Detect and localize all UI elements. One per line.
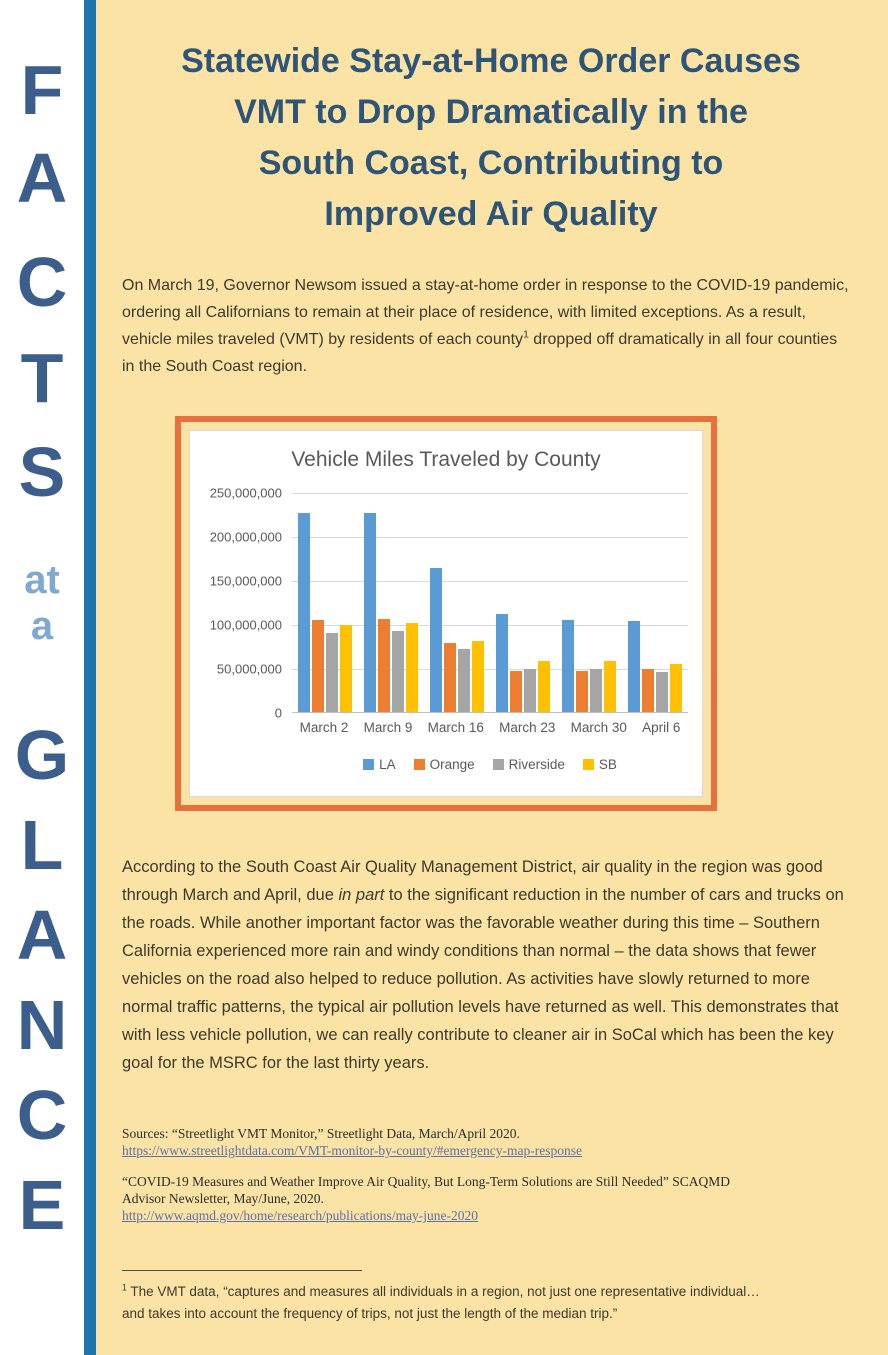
legend-label: SB <box>598 757 617 772</box>
page-title-line: VMT to Drop Dramatically in the <box>234 93 748 131</box>
bar-la-april-6 <box>628 621 640 712</box>
x-tick-label: March 16 <box>427 720 484 735</box>
bar-la-march-2 <box>298 513 310 712</box>
chart-title: Vehicle Miles Traveled by County <box>291 448 601 471</box>
x-tick-label: March 9 <box>363 720 413 735</box>
glance-letter: N <box>16 986 68 1064</box>
y-tick-label: 50,000,000 <box>216 661 282 677</box>
legend-swatch-la <box>363 759 374 770</box>
legend-label: LA <box>379 757 396 772</box>
glance-letter: E <box>18 1166 66 1244</box>
chart-legend <box>292 757 688 772</box>
sources-gap <box>122 1159 860 1173</box>
chart-frame <box>175 416 717 811</box>
y-tick-label: 250,000,000 <box>209 485 282 501</box>
glance-letter: L <box>20 806 64 884</box>
at-a-label: a <box>30 604 54 648</box>
at-a-label: at <box>24 558 60 602</box>
bar-sb-march-30 <box>604 661 616 712</box>
bar-riverside-march-30 <box>590 669 602 712</box>
x-axis-labels <box>292 720 688 735</box>
legend-item <box>363 757 396 772</box>
glance-letter: G <box>14 716 70 794</box>
x-tick-label: March 23 <box>499 720 556 735</box>
main-content <box>96 0 888 1355</box>
bar-orange-march-16 <box>444 643 456 712</box>
y-axis <box>204 485 292 721</box>
bar-orange-april-6 <box>642 669 654 712</box>
bar-group <box>430 568 484 712</box>
legend-swatch-riverside <box>493 759 504 770</box>
bar-sb-march-9 <box>406 623 418 712</box>
facts-letter: S <box>18 433 66 511</box>
facts-letter: F <box>20 51 64 129</box>
bar-la-march-30 <box>562 620 574 712</box>
footnote-section <box>122 1270 860 1325</box>
bar-sb-april-6 <box>670 664 682 712</box>
bar-riverside-april-6 <box>656 672 668 712</box>
plot-area <box>292 493 688 713</box>
legend-item <box>414 757 475 772</box>
facts-letter: T <box>20 339 64 417</box>
x-tick-label: April 6 <box>642 720 681 735</box>
y-tick-label: 100,000,000 <box>209 617 282 633</box>
y-tick-label: 0 <box>274 705 282 721</box>
footnote-rule <box>122 1270 362 1271</box>
legend-item <box>493 757 565 772</box>
intro-text: On March 19, Governor Newsom issued a stay-at-home order in response to the COVID-19 pandemic, ordering all Californians to remain at their place of residence, with limited exceptions. As a result, vehicle miles traveled (VMT) by residents of each county <box>122 277 849 348</box>
intro-paragraph <box>122 272 854 380</box>
bar-orange-march-23 <box>510 671 522 712</box>
legend-label: Riverside <box>508 757 565 772</box>
facts-letter: C <box>16 243 68 321</box>
body-paragraph <box>122 853 862 1077</box>
bar-riverside-march-23 <box>524 669 536 712</box>
legend-item <box>583 757 617 772</box>
bar-la-march-23 <box>496 614 508 712</box>
y-tick-label: 150,000,000 <box>209 573 282 589</box>
chart-card <box>189 430 703 797</box>
footnote-body: The VMT data, “captures and measures all individuals in a region, not just one representative individual…and takes into account the frequency of trips, not just the length of the median trip.” <box>122 1284 760 1321</box>
body-text: to the significant reduction in the number of cars and trucks on the roads. While another important factor was the favorable weather during this time – Southern California experienced more rain and windy conditions than normal – the data shows that fewer vehicles on the road also helped to reduce pollution. As activities have slowly returned to more normal traffic patterns, the typical air pollution levels have returned as well. This demonstrates that with less vehicle pollution, we can really contribute to cleaner air in SoCal which has been the key goal for the MSRC for the last thirty years. <box>122 886 844 1072</box>
bar-orange-march-2 <box>312 620 324 712</box>
body-text: According to the South Coast Air Quality Management District, air quality in the region was good through March and April, due <box>122 858 823 904</box>
bar-la-march-9 <box>364 513 376 712</box>
bar-la-march-16 <box>430 568 442 712</box>
page-title-line: South Coast, Contributing to <box>258 144 724 182</box>
footnote-text <box>122 1281 762 1325</box>
source-link-streetlight[interactable]: https://www.streetlightdata.com/VMT-monitor-by-county/#emergency-map-response <box>122 1143 583 1158</box>
gridline <box>292 493 688 494</box>
body-text-italic: in part <box>338 886 385 904</box>
vertical-divider-stripe <box>84 0 96 1355</box>
y-tick-label: 200,000,000 <box>209 529 282 545</box>
sources-line: Advisor Newsletter, May/June, 2020. <box>122 1191 324 1206</box>
chart-body <box>204 485 688 721</box>
footnote-superscript: 1 <box>122 1282 127 1293</box>
bar-riverside-march-16 <box>458 649 470 712</box>
legend-swatch-sb <box>583 759 594 770</box>
sources-line: Sources: “Streetlight VMT Monitor,” Streetlight Data, March/April 2020. <box>122 1126 520 1141</box>
source-link-aqmd[interactable]: http://www.aqmd.gov/home/research/publications/may-june-2020 <box>122 1208 479 1223</box>
bar-group <box>364 513 418 712</box>
intro-text: dropped off dramatically in all four counties in the South Coast region. <box>122 331 838 375</box>
glance-letter: C <box>16 1076 68 1154</box>
bar-group <box>628 621 682 712</box>
page-title <box>122 36 860 240</box>
bar-group <box>496 614 550 712</box>
left-sidebar <box>0 0 84 1355</box>
footnote-reference: 1 <box>523 329 529 341</box>
bar-sb-march-23 <box>538 661 550 712</box>
glance-letter: A <box>16 896 68 974</box>
bar-orange-march-30 <box>576 671 588 712</box>
page-title-line: Improved Air Quality <box>324 195 658 233</box>
bar-riverside-march-2 <box>326 633 338 712</box>
bar-sb-march-2 <box>340 625 352 712</box>
sources-section <box>122 1125 860 1224</box>
bar-group <box>562 620 616 712</box>
bar-riverside-march-9 <box>392 631 404 712</box>
bar-orange-march-9 <box>378 619 390 712</box>
bar-group <box>298 513 352 712</box>
bar-sb-march-16 <box>472 641 484 712</box>
page-title-line: Statewide Stay-at-Home Order Causes <box>181 42 801 80</box>
sources-line: “COVID-19 Measures and Weather Improve Air Quality, But Long-Term Solutions are Still Needed” SCAQMD <box>122 1174 730 1189</box>
legend-swatch-orange <box>414 759 425 770</box>
x-tick-label: March 30 <box>570 720 627 735</box>
legend-label: Orange <box>429 757 475 772</box>
x-tick-label: March 2 <box>299 720 349 735</box>
facts-letter: A <box>16 139 68 217</box>
